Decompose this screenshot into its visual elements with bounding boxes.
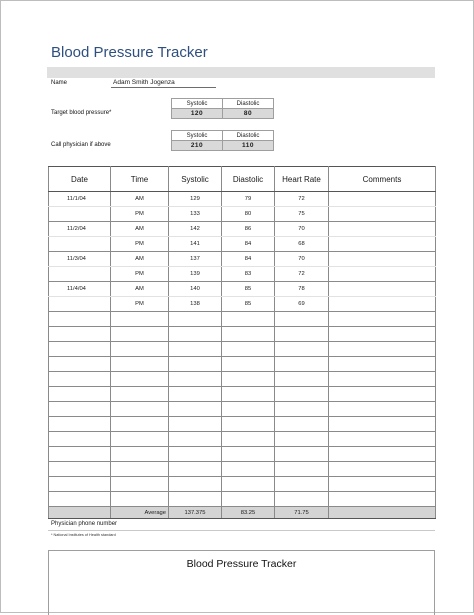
name-band	[47, 67, 435, 78]
cell-time[interactable]: AM	[111, 252, 169, 267]
cell-time[interactable]: AM	[111, 192, 169, 207]
cell-diastolic[interactable]: 84	[222, 237, 275, 252]
cell-time[interactable]	[111, 417, 169, 432]
cell-date[interactable]	[49, 417, 111, 432]
cell-comments[interactable]	[329, 237, 436, 252]
cell-systolic[interactable]	[169, 327, 222, 342]
cell-date[interactable]	[49, 372, 111, 387]
cell-systolic[interactable]	[169, 462, 222, 477]
cell-diastolic[interactable]	[222, 357, 275, 372]
cell-time[interactable]	[111, 342, 169, 357]
name-label: Name	[51, 80, 68, 86]
cell-time[interactable]: AM	[111, 282, 169, 297]
cell-systolic[interactable]	[169, 432, 222, 447]
cell-date[interactable]	[49, 462, 111, 477]
reading-row	[49, 237, 436, 252]
cell-comments[interactable]	[329, 477, 436, 492]
target-systolic-header: Systolic	[172, 99, 223, 109]
reading-row	[49, 267, 436, 282]
footer-title: Blood Pressure Tracker	[186, 558, 297, 570]
cell-comments[interactable]	[329, 387, 436, 402]
cell-date[interactable]	[49, 207, 111, 222]
cell-heart-rate[interactable]: 78	[275, 282, 329, 297]
cell-comments[interactable]	[329, 447, 436, 462]
cell-systolic[interactable]	[169, 387, 222, 402]
target-systolic-value[interactable]: 120	[172, 109, 223, 119]
average-heart-rate: 71.75	[275, 507, 329, 519]
footer-box	[48, 550, 435, 615]
readings-header-row	[49, 167, 436, 192]
empty-row	[49, 402, 436, 417]
empty-row	[49, 372, 436, 387]
cell-date[interactable]: 11/3/04	[49, 252, 111, 267]
cell-heart-rate[interactable]	[275, 462, 329, 477]
cell-date[interactable]	[49, 402, 111, 417]
cell-comments[interactable]	[329, 357, 436, 372]
target-bp-table	[171, 98, 274, 119]
call-systolic-value[interactable]: 210	[172, 141, 223, 151]
cell-systolic[interactable]: 142	[169, 222, 222, 237]
cell-time[interactable]	[111, 312, 169, 327]
cell-diastolic[interactable]: 85	[222, 282, 275, 297]
cell-comments[interactable]	[329, 462, 436, 477]
cell-heart-rate[interactable]	[275, 417, 329, 432]
cell-date[interactable]	[49, 312, 111, 327]
cell-diastolic[interactable]	[222, 327, 275, 342]
cell-time[interactable]	[111, 402, 169, 417]
call-diastolic-header: Diastolic	[223, 131, 274, 141]
cell-time[interactable]	[111, 372, 169, 387]
cell-time[interactable]	[111, 477, 169, 492]
average-systolic: 137.375	[169, 507, 222, 519]
cell-systolic[interactable]: 129	[169, 192, 222, 207]
physician-phone-label: Physician phone number	[51, 521, 118, 527]
cell-systolic[interactable]	[169, 492, 222, 507]
cell-date[interactable]: 11/4/04	[49, 282, 111, 297]
call-systolic-header: Systolic	[172, 131, 223, 141]
cell-diastolic[interactable]	[222, 372, 275, 387]
cell-systolic[interactable]	[169, 372, 222, 387]
cell-heart-rate[interactable]	[275, 357, 329, 372]
cell-systolic[interactable]	[169, 477, 222, 492]
cell-diastolic[interactable]	[222, 462, 275, 477]
cell-time[interactable]: PM	[111, 207, 169, 222]
cell-comments[interactable]	[329, 267, 436, 282]
physician-phone-line[interactable]	[48, 530, 435, 531]
cell-heart-rate[interactable]	[275, 402, 329, 417]
empty-row	[49, 327, 436, 342]
cell-heart-rate[interactable]	[275, 477, 329, 492]
target-diastolic-value[interactable]: 80	[223, 109, 274, 119]
col-header-diastolic: Diastolic	[222, 167, 275, 192]
reading-row	[49, 192, 436, 207]
empty-row	[49, 432, 436, 447]
reading-row	[49, 207, 436, 222]
average-label: Average	[111, 507, 169, 519]
cell-diastolic[interactable]	[222, 492, 275, 507]
cell-diastolic[interactable]	[222, 447, 275, 462]
cell-heart-rate[interactable]	[275, 372, 329, 387]
cell-diastolic[interactable]	[222, 387, 275, 402]
cell-diastolic[interactable]	[222, 477, 275, 492]
cell-diastolic[interactable]: 79	[222, 192, 275, 207]
cell-comments[interactable]	[329, 432, 436, 447]
cell-time[interactable]	[111, 387, 169, 402]
cell-time[interactable]: PM	[111, 267, 169, 282]
cell-heart-rate[interactable]	[275, 312, 329, 327]
cell-systolic[interactable]: 139	[169, 267, 222, 282]
average-comments-cell	[329, 507, 436, 519]
empty-row	[49, 477, 436, 492]
cell-systolic[interactable]: 141	[169, 237, 222, 252]
cell-diastolic[interactable]	[222, 312, 275, 327]
reading-row	[49, 222, 436, 237]
cell-systolic[interactable]	[169, 402, 222, 417]
cell-heart-rate[interactable]	[275, 342, 329, 357]
col-header-heart-rate: Heart Rate	[275, 167, 329, 192]
cell-time[interactable]	[111, 357, 169, 372]
cell-heart-rate[interactable]	[275, 432, 329, 447]
cell-time[interactable]	[111, 432, 169, 447]
cell-comments[interactable]	[329, 297, 436, 312]
page-title: Blood Pressure Tracker	[51, 44, 208, 61]
cell-date[interactable]	[49, 432, 111, 447]
average-diastolic: 83.25	[222, 507, 275, 519]
empty-row	[49, 447, 436, 462]
cell-date[interactable]	[49, 342, 111, 357]
cell-systolic[interactable]	[169, 312, 222, 327]
cell-heart-rate[interactable]	[275, 387, 329, 402]
cell-date[interactable]	[49, 477, 111, 492]
call-physician-label: Call physician if above	[51, 142, 111, 148]
cell-heart-rate[interactable]: 68	[275, 237, 329, 252]
average-empty-cell	[49, 507, 111, 519]
cell-date[interactable]: 11/1/04	[49, 192, 111, 207]
readings-table	[48, 166, 436, 519]
cell-comments[interactable]	[329, 417, 436, 432]
cell-time[interactable]	[111, 327, 169, 342]
cell-systolic[interactable]	[169, 357, 222, 372]
cell-heart-rate[interactable]	[275, 327, 329, 342]
cell-comments[interactable]	[329, 282, 436, 297]
cell-systolic[interactable]	[169, 447, 222, 462]
cell-comments[interactable]	[329, 372, 436, 387]
cell-heart-rate[interactable]: 72	[275, 267, 329, 282]
empty-row	[49, 357, 436, 372]
cell-systolic[interactable]: 137	[169, 252, 222, 267]
cell-time[interactable]	[111, 492, 169, 507]
cell-diastolic[interactable]	[222, 402, 275, 417]
cell-date[interactable]	[49, 267, 111, 282]
cell-heart-rate[interactable]: 70	[275, 222, 329, 237]
cell-date[interactable]: 11/2/04	[49, 222, 111, 237]
cell-diastolic[interactable]	[222, 342, 275, 357]
cell-time[interactable]	[111, 447, 169, 462]
cell-date[interactable]	[49, 237, 111, 252]
empty-row	[49, 342, 436, 357]
footnote: * National Institutes of Health standard	[51, 533, 116, 537]
empty-row	[49, 417, 436, 432]
cell-diastolic[interactable]	[222, 417, 275, 432]
target-diastolic-header: Diastolic	[223, 99, 274, 109]
empty-row	[49, 492, 436, 507]
call-physician-table	[171, 130, 274, 151]
cell-date[interactable]	[49, 492, 111, 507]
cell-date[interactable]	[49, 357, 111, 372]
cell-systolic[interactable]: 133	[169, 207, 222, 222]
cell-systolic[interactable]: 138	[169, 297, 222, 312]
cell-heart-rate[interactable]	[275, 447, 329, 462]
cell-comments[interactable]	[329, 252, 436, 267]
reading-row	[49, 282, 436, 297]
cell-diastolic[interactable]: 86	[222, 222, 275, 237]
cell-heart-rate[interactable]: 70	[275, 252, 329, 267]
cell-comments[interactable]	[329, 192, 436, 207]
readings-body	[49, 192, 436, 507]
cell-diastolic[interactable]: 80	[222, 207, 275, 222]
empty-row	[49, 312, 436, 327]
cell-comments[interactable]	[329, 312, 436, 327]
empty-row	[49, 387, 436, 402]
cell-systolic[interactable]: 140	[169, 282, 222, 297]
cell-systolic[interactable]	[169, 417, 222, 432]
cell-comments[interactable]	[329, 402, 436, 417]
reading-row	[49, 252, 436, 267]
cell-time[interactable]: PM	[111, 237, 169, 252]
cell-diastolic[interactable]: 84	[222, 252, 275, 267]
cell-comments[interactable]	[329, 342, 436, 357]
cell-comments[interactable]	[329, 327, 436, 342]
col-header-systolic: Systolic	[169, 167, 222, 192]
cell-diastolic[interactable]	[222, 432, 275, 447]
average-row	[49, 507, 436, 519]
cell-time[interactable]: PM	[111, 297, 169, 312]
target-bp-label: Target blood pressure*	[51, 110, 112, 116]
cell-diastolic[interactable]: 83	[222, 267, 275, 282]
cell-time[interactable]: AM	[111, 222, 169, 237]
cell-date[interactable]	[49, 297, 111, 312]
cell-date[interactable]	[49, 327, 111, 342]
name-underline	[111, 87, 216, 88]
cell-diastolic[interactable]: 85	[222, 297, 275, 312]
cell-date[interactable]	[49, 447, 111, 462]
cell-comments[interactable]	[329, 207, 436, 222]
cell-date[interactable]	[49, 387, 111, 402]
col-header-date: Date	[49, 167, 111, 192]
col-header-comments: Comments	[329, 167, 436, 192]
cell-systolic[interactable]	[169, 342, 222, 357]
cell-heart-rate[interactable]: 72	[275, 192, 329, 207]
name-value[interactable]: Adam Smith Jogenza	[113, 79, 175, 86]
cell-comments[interactable]	[329, 222, 436, 237]
cell-heart-rate[interactable]	[275, 492, 329, 507]
cell-heart-rate[interactable]: 75	[275, 207, 329, 222]
reading-row	[49, 297, 436, 312]
cell-time[interactable]	[111, 462, 169, 477]
cell-comments[interactable]	[329, 492, 436, 507]
empty-row	[49, 462, 436, 477]
call-diastolic-value[interactable]: 110	[223, 141, 274, 151]
cell-heart-rate[interactable]: 69	[275, 297, 329, 312]
col-header-time: Time	[111, 167, 169, 192]
